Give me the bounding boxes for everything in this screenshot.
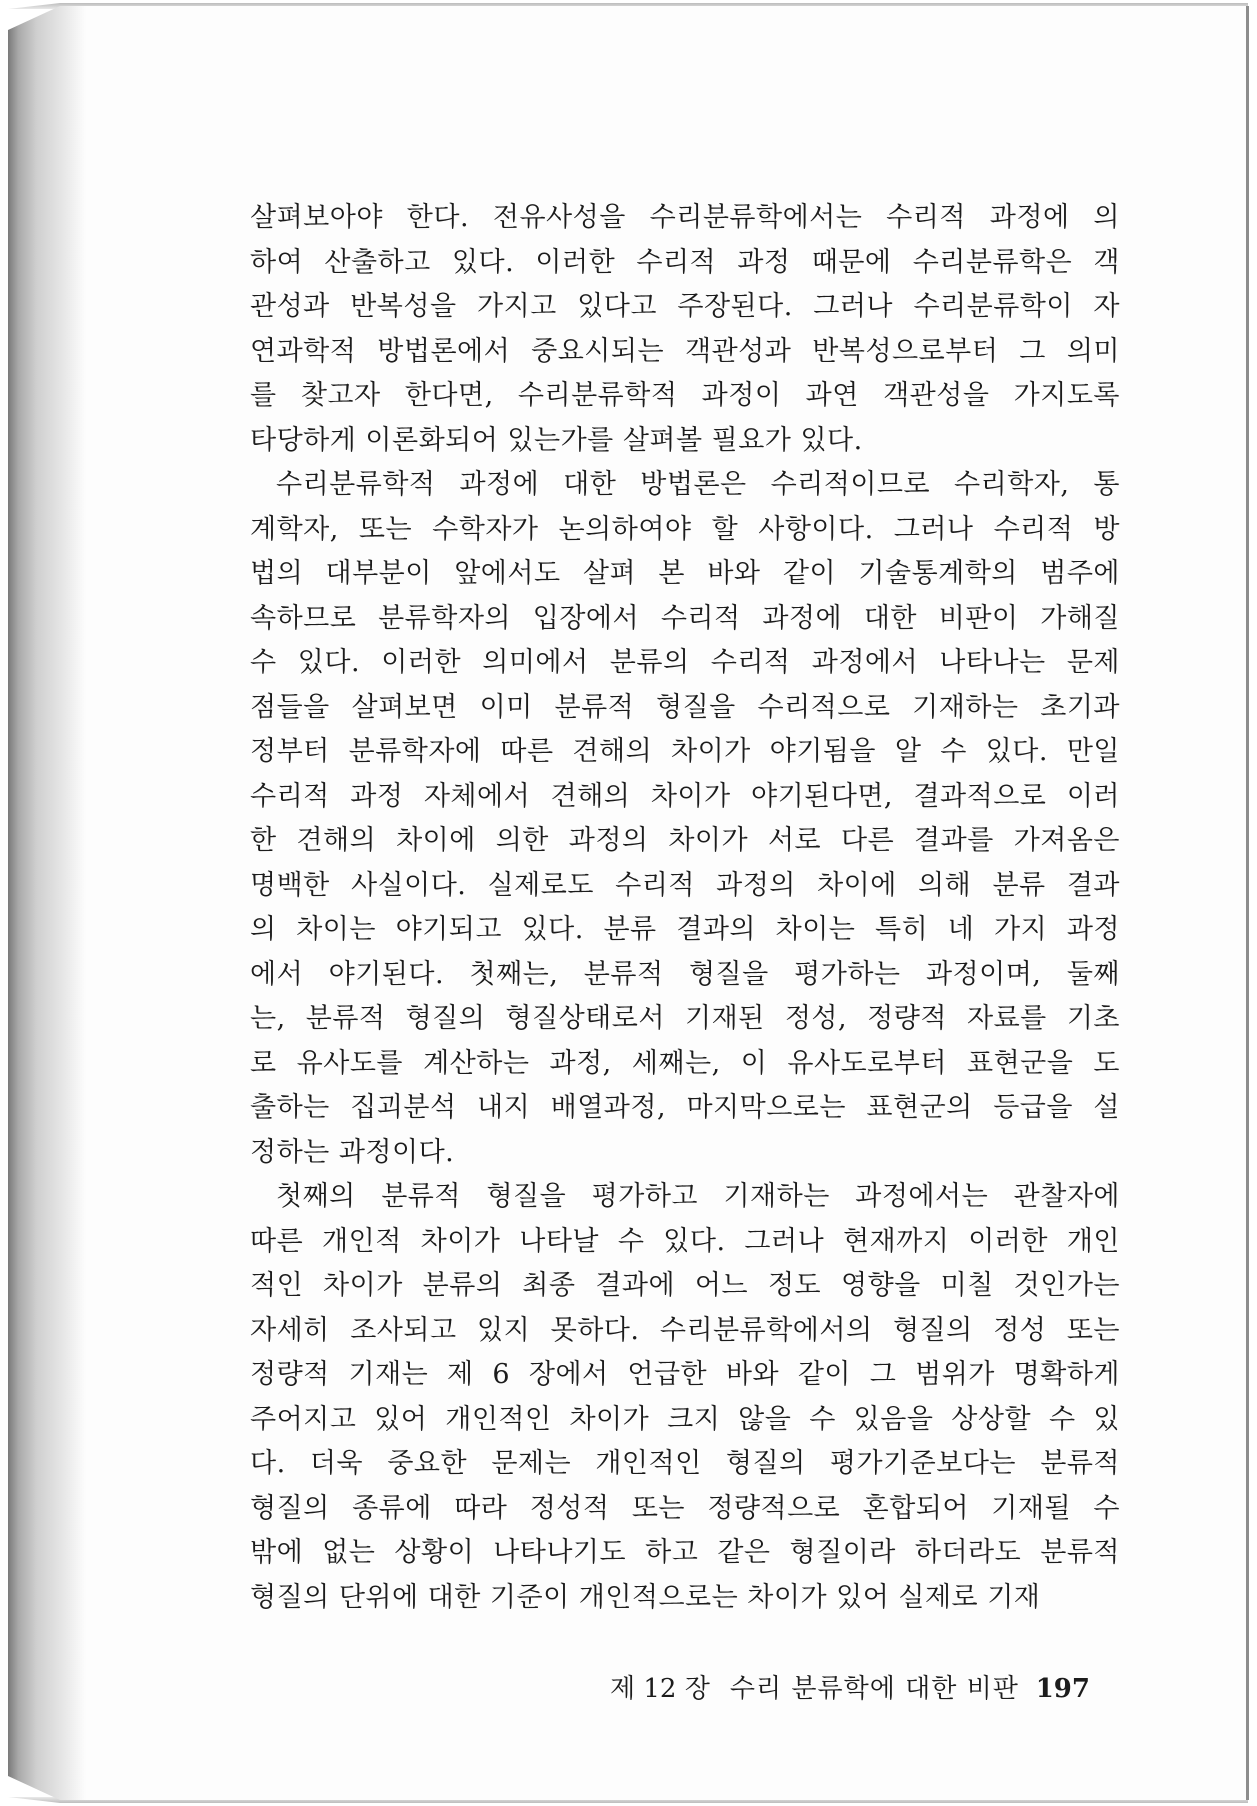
book-spine <box>8 6 60 1800</box>
text-line: 자세히 조사되고 있지 못하다. 수리분류학에서의 형질의 정성 또는 <box>250 1314 1120 1346</box>
text-line: 다. 더욱 중요한 문제는 개인적인 형질의 평가기준보다는 분류적 <box>250 1448 1120 1479</box>
text-line: 주어지고 있어 개인적인 차이가 크지 않을 수 있음을 상상할 수 있 <box>250 1403 1120 1435</box>
text-line: 적인 차이가 분류의 최종 결과에 어느 정도 영향을 미칠 것인가는 <box>250 1270 1120 1301</box>
text-line: 한 견해의 차이에 의한 과정의 차이가 서로 다른 결과를 가져옴은 <box>250 825 1120 856</box>
text-line: 밖에 없는 상황이 나타나기도 하고 같은 형질이라 하더라도 분류적 <box>250 1537 1120 1568</box>
text-line: 속하므로 분류학자의 입장에서 수리적 과정에 대한 비판이 가해질 <box>250 602 1120 634</box>
chapter-number: 제 12 장 <box>610 1674 710 1704</box>
body-text <box>250 196 1120 1620</box>
text-line: 하여 산출하고 있다. 이러한 수리적 과정 때문에 수리분류학은 객 <box>250 246 1120 278</box>
text-line: 점들을 살펴보면 이미 분류적 형질을 수리적으로 기재하는 초기과 <box>250 691 1120 723</box>
text-line: 명백한 사실이다. 실제로도 수리적 과정의 차이에 의해 분류 결과 <box>250 869 1120 901</box>
footer-chapter <box>610 1672 1019 1706</box>
text-line: 로 유사도를 계산하는 과정, 세째는, 이 유사도로부터 표현군을 도 <box>250 1047 1120 1079</box>
text-line: 정부터 분류학자에 따른 견해의 차이가 야기됨을 알 수 있다. 만일 <box>250 736 1120 767</box>
text-line: 따른 개인적 차이가 나타날 수 있다. 그러나 현재까지 이러한 개인 <box>250 1225 1120 1257</box>
chapter-title: 수리 분류학에 대한 비판 <box>729 1674 1019 1704</box>
text-line: 에서 야기된다. 첫째는, 분류적 형질을 평가하는 과정이며, 둘째 <box>250 958 1120 990</box>
text-line: 연과학적 방법론에서 중요시되는 객관성과 반복성으로부터 그 의미 <box>250 335 1120 367</box>
text-line: 계학자, 또는 수학자가 논의하여야 할 사항이다. 그러나 수리적 방 <box>250 513 1120 545</box>
page-number: 197 <box>1035 1674 1090 1704</box>
text-line: 형질의 종류에 따라 정성적 또는 정량적으로 혼합되어 기재될 수 <box>250 1492 1120 1524</box>
text-line: 수 있다. 이러한 의미에서 분류의 수리적 과정에서 나타나는 문제 <box>250 647 1120 678</box>
text-line: 의 차이는 야기되고 있다. 분류 결과의 차이는 특히 네 가지 과정 <box>250 914 1120 945</box>
text-line: 수리분류학적 과정에 대한 방법론은 수리적이므로 수리학자, 통 <box>276 469 1120 500</box>
text-line: 를 찾고자 한다면, 수리분류학적 과정이 과연 객관성을 가지도록 <box>250 380 1120 411</box>
text-line: 첫째의 분류적 형질을 평가하고 기재하는 과정에서는 관찰자에 <box>276 1181 1120 1212</box>
text-line: 법의 대부분이 앞에서도 살펴 본 바와 같이 기술통계학의 범주에 <box>250 558 1120 589</box>
text-line: 형질의 단위에 대한 기준이 개인적으로는 차이가 있어 실제로 기재 <box>250 1581 1041 1613</box>
text-line: 수리적 과정 자체에서 견해의 차이가 야기된다면, 결과적으로 이러 <box>250 780 1120 812</box>
running-footer <box>610 1672 1090 1706</box>
text-line: 관성과 반복성을 가지고 있다고 주장된다. 그러나 수리분류학이 자 <box>250 291 1120 322</box>
text-line: 정하는 과정이다. <box>250 1136 455 1168</box>
text-line: 출하는 집괴분석 내지 배열과정, 마지막으로는 표현군의 등급을 설 <box>250 1092 1120 1123</box>
text-line: 살펴보아야 한다. 전유사성을 수리분류학에서는 수리적 과정에 의 <box>250 202 1120 233</box>
text-line: 정량적 기재는 제 6 장에서 언급한 바와 같이 그 범위가 명확하게 <box>250 1359 1120 1390</box>
text-line: 는, 분류적 형질의 형질상태로서 기재된 정성, 정량적 자료를 기초 <box>250 1003 1120 1034</box>
text-line: 타당하게 이론화되어 있는가를 살펴볼 필요가 있다. <box>250 424 863 456</box>
page-gutter-shadow <box>60 6 86 1800</box>
